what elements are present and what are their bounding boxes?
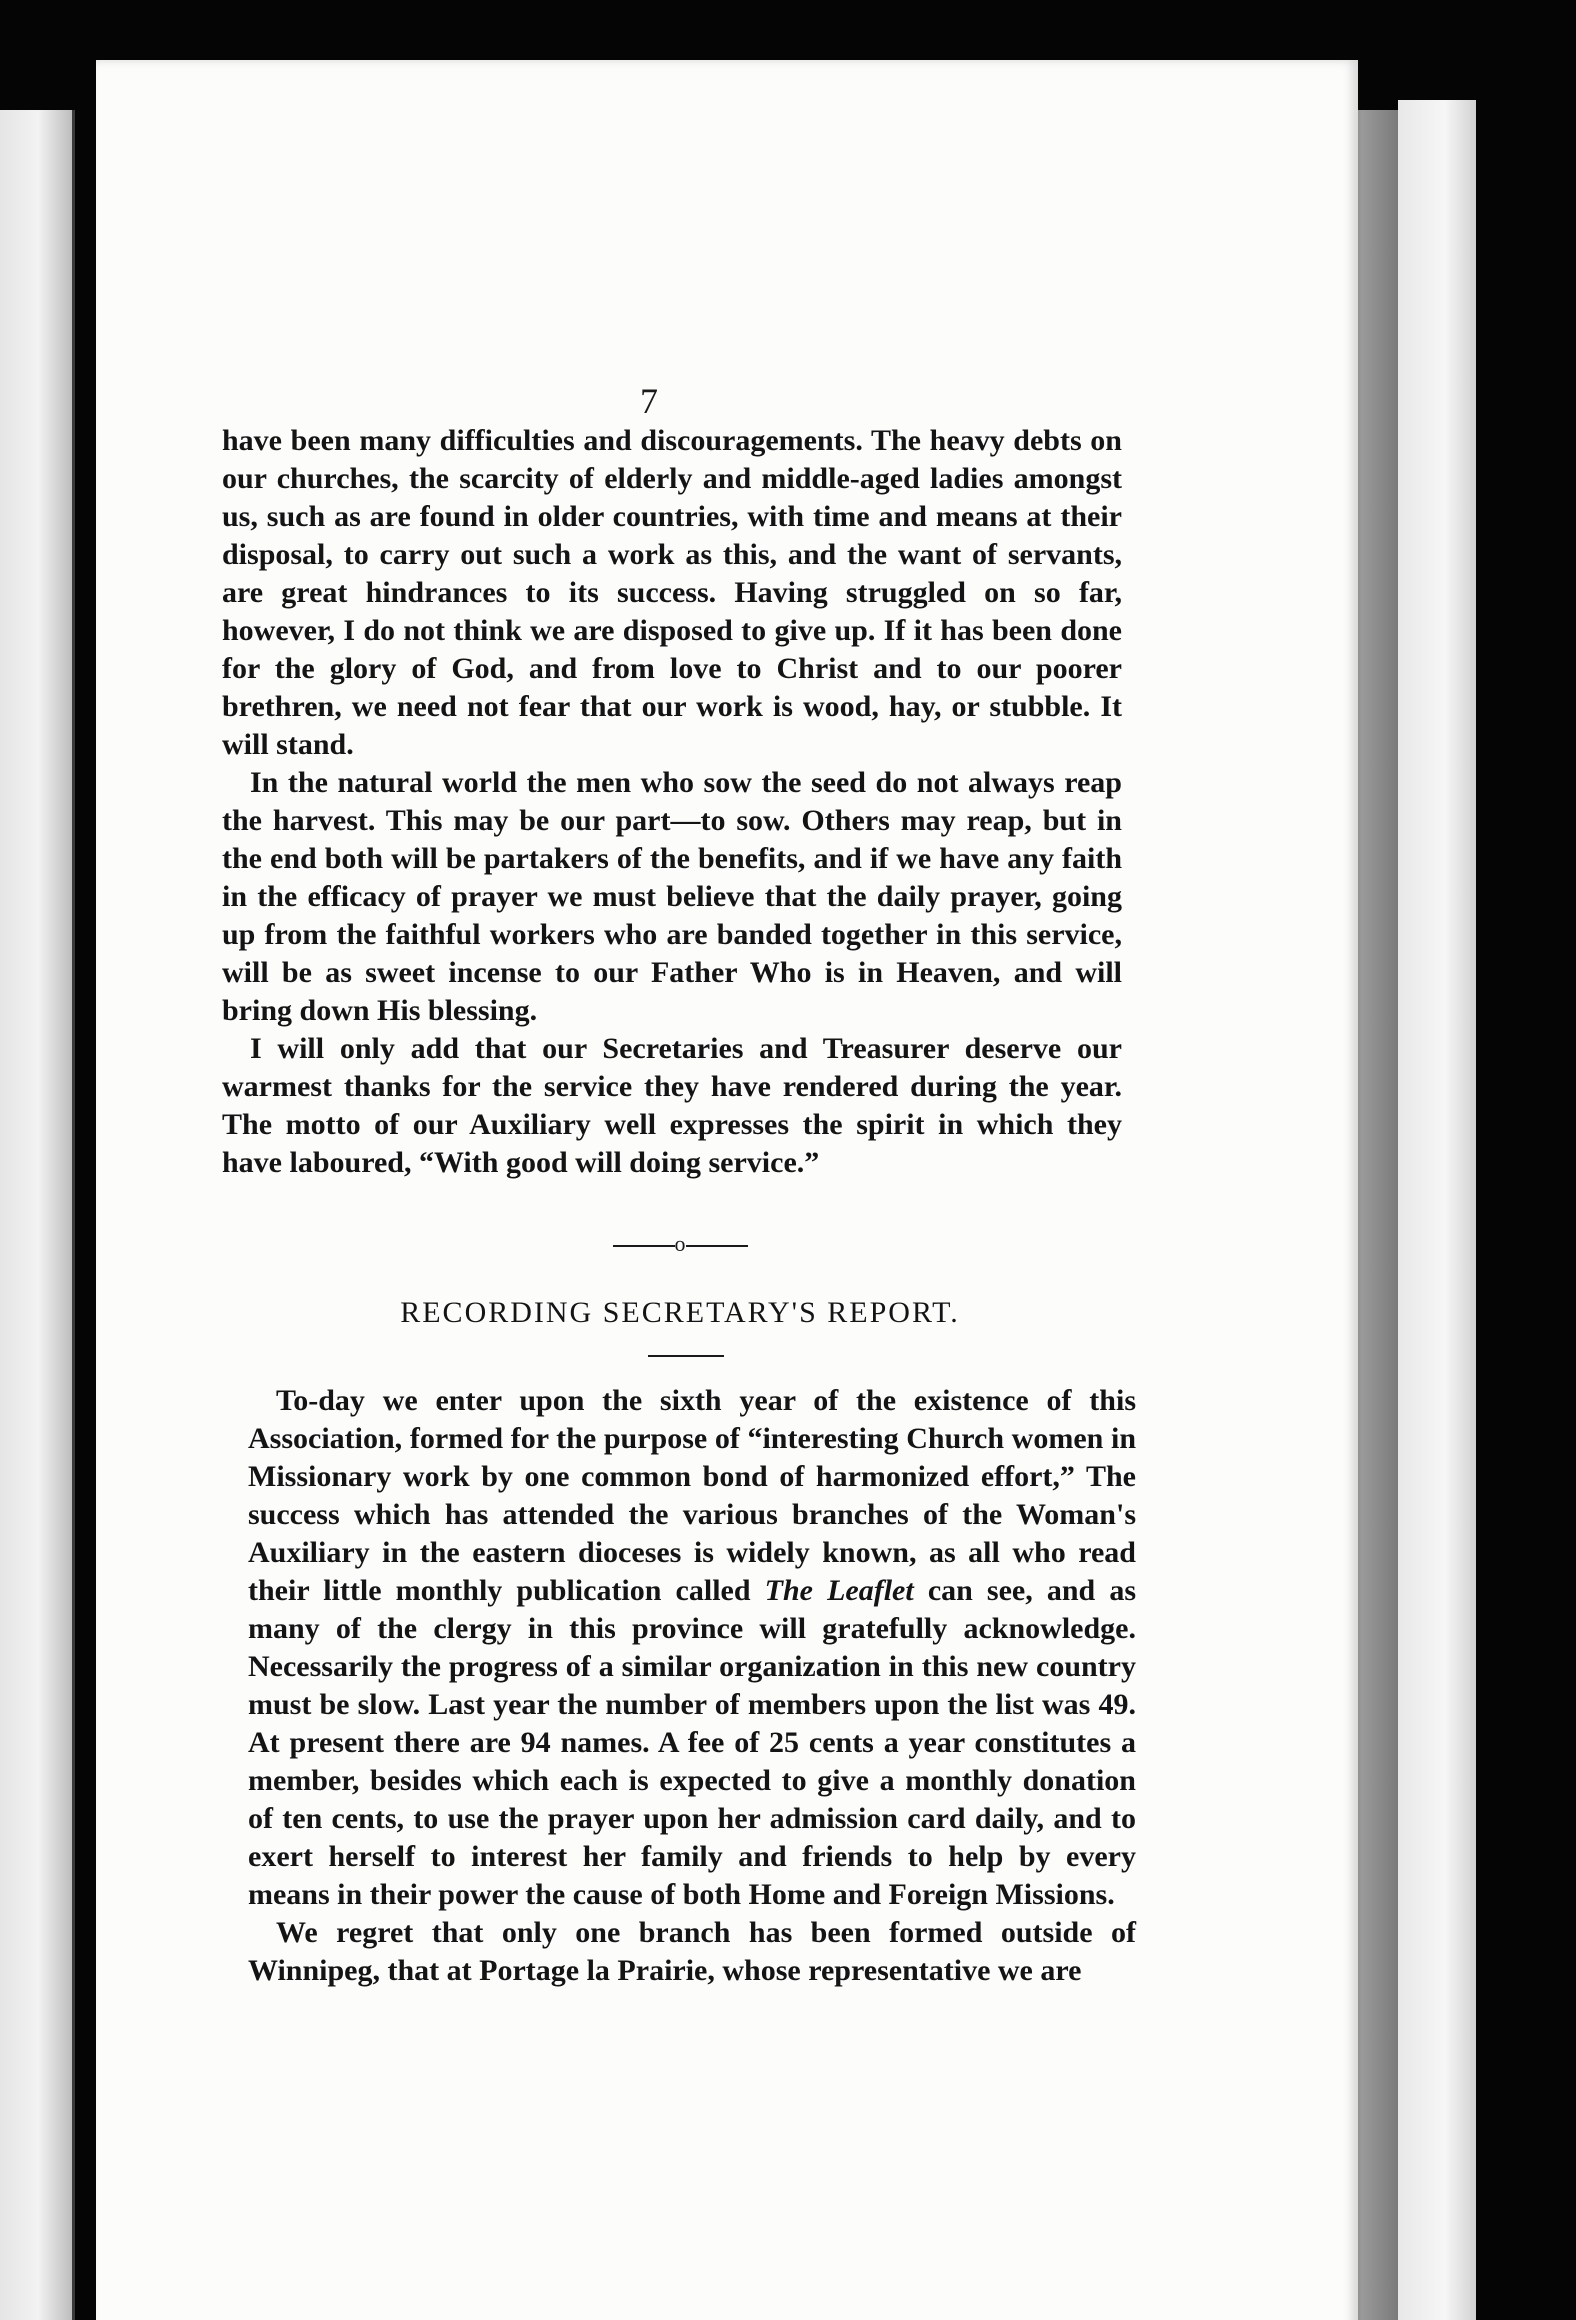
paragraph [248,1382,1136,1914]
section-heading: RECORDING SECRETARY'S REPORT. [400,1296,960,1329]
section-separator [590,1231,770,1256]
paragraph-text: can see, and as many of the clergy in this province will gratefully acknowledge. Necessarily the progress of a similar organization in this new country must be slow. Last year the number of members upon the list was 49. At present there are 94 names. A fee of 25 cents a year constitutes a member, besides which each is expected to give a monthly donation of ten cents, to use the prayer upon her admission card daily, and to exert herself to interest her family and friends to help by every means in their power the cause of both Home and Foreign Missions. [248,1574,1136,1911]
paragraph: We regret that only one branch has been formed outside of Winnipeg, that at Portage la Prairie, whose representative we are [248,1916,1136,1987]
separator-rule-left [613,1245,675,1247]
paragraph: In the natural world the men who sow the seed do not always reap the harvest. This may be our part—to sow. Others may reap, but in the end both will be partakers of the benefits, and if we have any faith in the efficacy of prayer we must believe that the daily prayer, going up from the faithful workers who are banded together in this service, will be as sweet incense to our Father Who is in Heaven, and will bring down His blessing. [222,766,1122,1027]
separator-mark: o [674,1231,686,1256]
heading-underline [648,1355,724,1357]
paragraph: have been many difficulties and discouragements. The heavy debts on our churches, the scarcity of elderly and middle-aged ladies amongst us, such as are found in older countries, with time and means at their disposal, to carry out such a work as this, and the want of servants, are great hindrances to its success. Having struggled on so far, however, I do not think we are disposed to give up. If it has been done for the glory of God, and from love to Christ and to our poorer brethren, we need not fear that our work is wood, hay, or stubble. It will stand. [222,424,1122,761]
report-text-continued [222,422,1122,1182]
back-cover-edge [1398,100,1476,2320]
recording-secretary-report-text [248,1382,1136,1990]
paragraph: I will only add that our Secretaries and Treasurer deserve our warmest thanks for the service they have rendered during the year. The motto of our Auxiliary well expresses the spirit in which they have laboured, “With good will doing service.” [222,1032,1122,1179]
separator-rule-right [686,1245,748,1247]
facing-page-edge [0,110,75,2320]
publication-title: The Leaflet [764,1574,914,1607]
paragraph-text: To-day we enter upon the sixth year of the existence of this Association, formed for the purpose of “interesting Church women in Missionary work by one common bond of harmonized effort,” The success which has attended the various branches of the Woman's Auxiliary in the eastern dioceses is widely known, as all who read their little monthly publication called [248,1384,1136,1607]
page-number: 7 [640,381,658,421]
